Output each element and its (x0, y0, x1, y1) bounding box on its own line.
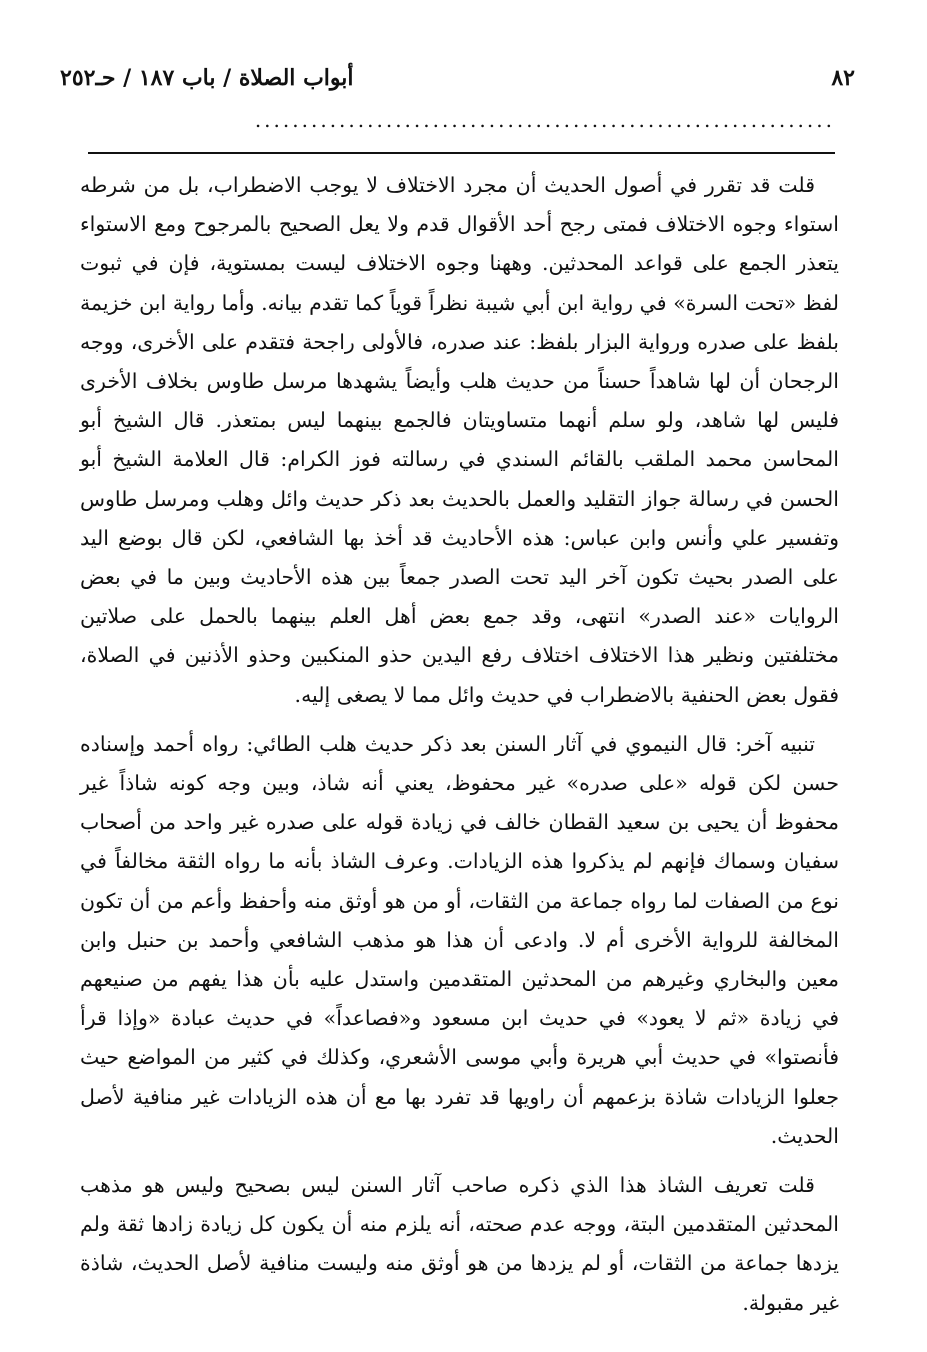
paragraph-3: قلت تعريف الشاذ هذا الذي ذكره صاحب آثار السنن ليس بصحيح وليس هو مذهب المحدثين المتقدمين البتة، ووجه عدم صحته، أنه يلزم منه أن يكون كل زيادة زادها ثقة ولم يزدها جماعة من الثقات، أو لم يزدها من هو أوثق منه وليست منافية لأصل الحديث، شاذة غير مقبولة. (80, 1173, 839, 1315)
page-number: ٨٢ (831, 65, 855, 91)
header-title: أبواب الصلاة / باب ١٨٧ / حـ٢٥٢ (60, 65, 354, 91)
page-body (80, 166, 839, 1323)
running-header (60, 58, 855, 98)
dotted-separator: .............................................................. (254, 110, 835, 130)
horizontal-rule (88, 152, 835, 154)
paragraph-2: تنبيه آخر: قال النيموي في آثار السنن بعد ذكر حديث هلب الطائي: رواه أحمد وإسناده حسن لكن قوله «على صدره» غير محفوظ، يعني أنه شاذ، وبين وجه كونه شاذاً غير محفوظ أن يحيى بن سعيد القطان خالف في زيادة قوله على صدره غير واحد من أصحاب سفيان وسماك فإنهم لم يذكروا هذه الزيادات. وعرف الشاذ بأنه ما رواه الثقة مخالفاً في نوع من الصفات لما رواه جماعة من الثقات، أو من هو أوثق منه وأحفظ وأعم من أن تكون المخالفة للرواية الأخرى أم لا. وادعى أن هذا هو مذهب الشافعي وأحمد بن حنبل وابن معين والبخاري وغيرهم من المحدثين المتقدمين واستدل عليه بأن هذا يفهم من صنيعهم في زيادة «ثم لا يعود» في حديث ابن مسعود و«فصاعداً» في حديث عبادة «وإذا قرأ فأنصتوا» في حديث أبي هريرة وأبي موسى الأشعري، وكذلك في كثير من المواضع حيث جعلوا الزيادات شاذة بزعمهم أن راويها قد تفرد بها مع أن هذه الزيادات غير منافية لأصل الحديث. (80, 731, 839, 1148)
paragraph-1: قلت قد تقرر في أصول الحديث أن مجرد الاختلاف لا يوجب الاضطراب، بل من شرطه استواء وجوه الاختلاف فمتى رجح أحد الأقوال قدم ولا يعل الصحيح بالمرجوح ومع الاستواء يتعذر الجمع على قواعد المحدثين. وههنا وجوه الاختلاف ليست بمستوية، فإن في ثبوت لفظ «تحت السرة» في رواية ابن أبي شيبة نظراً قوياً كما تقدم بيانه. وأما رواية ابن خزيمة بلفظ على صدره ورواية البزار بلفظ: عند صدره، فالأولى راجحة فتقدم على الأخرى، ووجه الرجحان أن لها شاهداً حسناً من حديث هلب وأيضاً يشهدها مرسل طاوس بخلاف الأخرى فليس لها شاهد، ولو سلم أنهما متساويتان فالجمع بينهما ليس بمتعذر. قال الشيخ أبو المحاسن محمد الملقب بالقائم السندي في رسالته فوز الكرام: قال العلامة الشيخ أبو الحسن في رسالة جواز التقليد والعمل بالحديث بعد ذكر حديث وائل وهلب ومرسل طاوس وتفسير علي وأنس وابن عباس: هذه الأحاديث قد أخذ بها الشافعي، لكن قال بوضع اليد على الصدر بحيث تكون آخر اليد تحت الصدر جمعاً بين هذه الأحاديث وبين ما في بعض الروايات «عند الصدر» انتهى، وقد جمع بعض أهل العلم بينهما بالحمل على صلاتين مختلفتين ونظير هذا الاختلاف اختلاف رفع اليدين حذو المنكبين وحذو الأذنين في الصلاة، فقول بعض الحنفية بالاضطراب في حديث وائل مما لا يصغى إليه. (80, 173, 839, 707)
